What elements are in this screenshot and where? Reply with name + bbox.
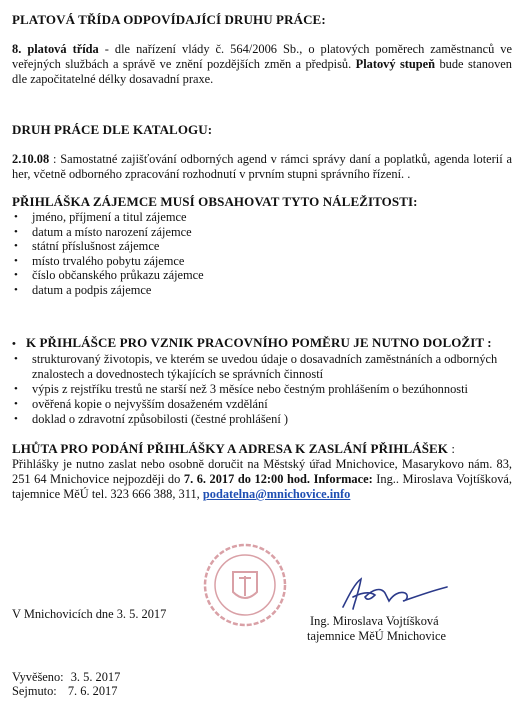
official-stamp-icon [200, 540, 290, 630]
bullet-icon: • [14, 269, 18, 282]
bullet-icon: • [14, 283, 18, 296]
deadline-date: 7. 6. 2017 do 12:00 hod. [183, 472, 311, 486]
salary-class-paragraph [12, 42, 512, 87]
bullet-icon: • [14, 413, 18, 425]
signer-name: Ing. Miroslava Vojtíšková [310, 614, 439, 628]
work-type-text: : Samostatné zajišťování odborných agend v rámci správy daní a poplatků, agenda loterií a her, včetně odborného zpracování rozhodnutí v prvním stupni správního řízení. . [12, 152, 512, 181]
posted-date: 3. 5. 2017 [70, 670, 121, 684]
work-type-code: 2.10.08 [12, 152, 50, 166]
heading-deadline-address: LHŮTA PRO PODÁNÍ PŘIHLÁŠKY A ADRESA K ZASLÁNÍ PŘIHLÁŠEK : [12, 441, 456, 456]
list-item: • datum a místo narození zájemce [14, 224, 192, 239]
bullet-icon: • [14, 254, 18, 267]
bullet-icon: • [14, 211, 18, 223]
info-label: Informace: [310, 472, 373, 486]
contact-text: Ing.. Miroslava Vojtíšková, tajemnice MěÚ tel. 323 666 388, 311, [12, 472, 512, 501]
application-contents-list [12, 210, 204, 298]
salary-class-bold: 8. platová třída [12, 42, 99, 56]
bullet-icon: • [14, 353, 18, 365]
posted-label: Vyvěšeno: [12, 670, 64, 684]
removed-date: 7. 6. 2017 [67, 684, 118, 698]
bullet-icon: • [14, 240, 18, 253]
list-item: • místo trvalého pobytu zájemce [14, 253, 185, 268]
deadline-paragraph [12, 457, 512, 502]
place-date: V Mnichovicích dne 3. 5. 2017 [12, 607, 167, 621]
signer-role: tajemnice MěÚ Mnichovice [307, 629, 447, 643]
heading-work-type: DRUH PRÁCE DLE KATALOGU: [12, 122, 213, 137]
heading-required-documents: • K PŘIHLÁŠCE PRO VZNIK PRACOVNÍHO POMĚRU JE NUTNO DOLOŽIT : [12, 335, 492, 350]
list-item: • jméno, příjmení a titul zájemce [14, 210, 187, 224]
posted-row [12, 670, 120, 685]
work-type-paragraph [12, 152, 512, 182]
bullet-icon: • [14, 225, 18, 238]
required-documents-list [12, 352, 512, 427]
list-item: • výpis z rejstříku trestů ne starší než 3 měsíce nebo čestným prohlášením o bezúhonnosti [14, 382, 468, 396]
deadline-text: Přihlášky je nutno zaslat nebo osobně doručit na Městský úřad Mnichovice, Masarykovo nám. 83, 251 64 Mnichovice nejpozději do [12, 457, 512, 486]
bullet-icon: • [12, 338, 16, 350]
list-item: • číslo občanského průkazu zájemce [14, 268, 204, 283]
bullet-icon: • [14, 398, 18, 410]
heading-application-contents: PŘIHLÁŠKA ZÁJEMCE MUSÍ OBSAHOVAT TYTO NÁLEŽITOSTI: [12, 194, 418, 209]
removed-row [12, 684, 117, 699]
salary-grade-text: bude stanoven dle započitatelné délky dosavadní praxe. [12, 57, 512, 86]
list-item: • strukturovaný životopis, ve kterém se uvedou údaje o dosavadních zaměstnáních a odborných znalostech a dovednostech týkajících se správních činností [14, 352, 498, 381]
signature-icon [335, 573, 455, 615]
list-item: • doklad o zdravotní způsobilosti (čestné prohlášení ) [14, 412, 289, 426]
salary-class-text: - dle nařízení vlády č. 564/2006 Sb., o platových poměrech zaměstnanců ve veřejných službách a správě ve znění pozdějších změn a předpisů. [12, 42, 513, 71]
email-link[interactable]: podatelna@mnichovice.info [202, 487, 351, 501]
removed-label: Sejmuto: [12, 684, 57, 698]
list-item: • ověřená kopie o nejvyšším dosaženém vzdělání [14, 397, 268, 411]
salary-grade-bold: Platový stupeň [355, 57, 436, 71]
list-item: • státní příslušnost zájemce [14, 239, 160, 254]
heading-salary-class: PLATOVÁ TŘÍDA ODPOVÍDAJÍCÍ DRUHU PRÁCE: [12, 12, 326, 27]
list-item: • datum a podpis zájemce [14, 282, 152, 297]
bullet-icon: • [14, 383, 18, 395]
